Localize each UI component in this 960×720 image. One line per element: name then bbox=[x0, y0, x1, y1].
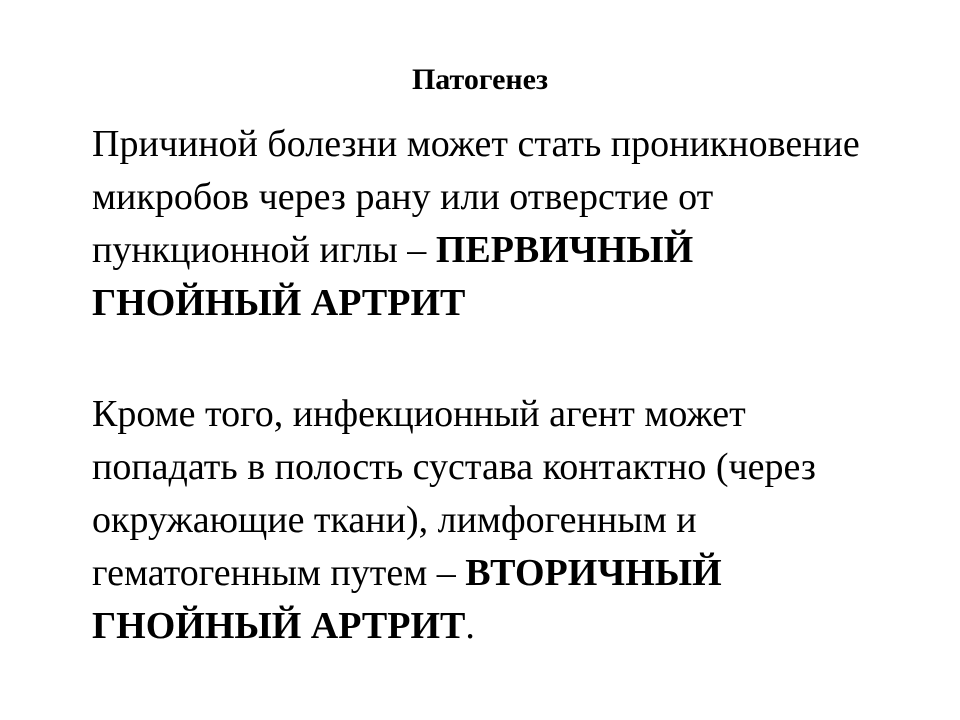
paragraph-tail: . bbox=[465, 605, 475, 647]
paragraph-primary-arthritis bbox=[92, 118, 882, 330]
paragraph-text: Кроме того, инфекционный агент может попадать в полость сустава контактно (через окружающие ткани), лимфогенным и гематогенным путем – bbox=[92, 393, 816, 594]
slide-title: Патогенез bbox=[411, 63, 549, 96]
term-primary-purulent-arthritis: ПЕРВИЧНЫЙ ГНОЙНЫЙ АРТРИТ bbox=[92, 229, 694, 324]
paragraph-secondary-arthritis bbox=[92, 388, 882, 653]
paragraph-text: Причиной болезни может стать проникновение микробов через рану или отверстие от пункционной иглы – bbox=[92, 123, 860, 271]
term-secondary-purulent-arthritis: ВТОРИЧНЫЙ ГНОЙНЫЙ АРТРИТ bbox=[92, 552, 722, 647]
